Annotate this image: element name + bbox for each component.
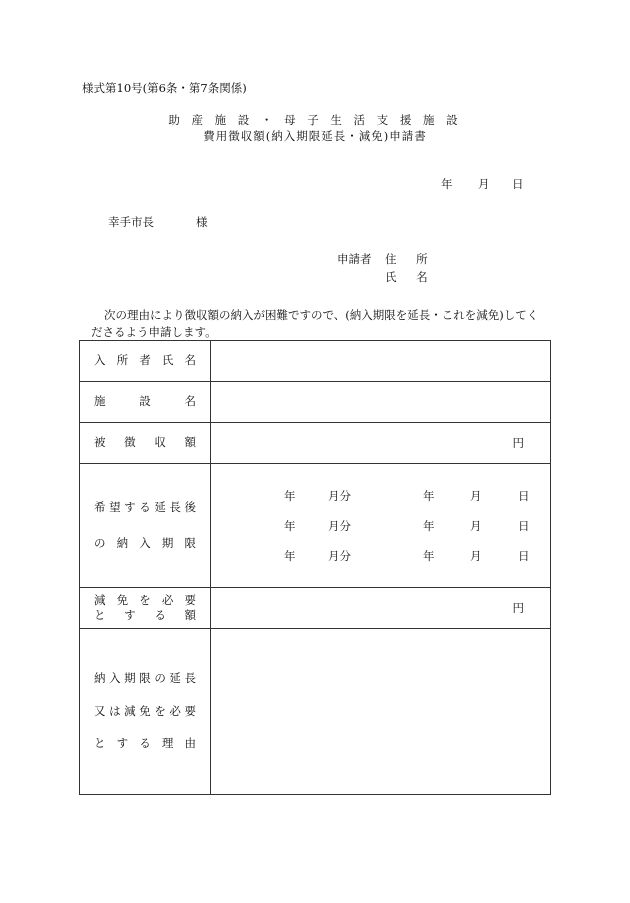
addressee-honorific: 様 bbox=[196, 215, 208, 229]
row-deadline bbox=[80, 464, 551, 588]
row-reason bbox=[80, 629, 551, 795]
applicant-address-label: 住 所 bbox=[385, 252, 436, 266]
label-resident-name bbox=[80, 341, 211, 382]
label-text bbox=[80, 535, 210, 550]
label-text bbox=[80, 355, 210, 367]
date-day: 日 bbox=[512, 177, 524, 191]
deadline-year: 年 bbox=[284, 549, 296, 563]
label-char: 理 bbox=[161, 736, 174, 751]
label-char: 要 bbox=[184, 703, 196, 718]
field-levied-amount[interactable] bbox=[211, 423, 551, 464]
label-char: 免 bbox=[139, 703, 151, 718]
label-char: 額 bbox=[184, 435, 196, 450]
applicant-name-label: 氏 名 bbox=[385, 270, 436, 284]
deadline-year2: 年 bbox=[423, 519, 435, 533]
label-char: 免 bbox=[116, 593, 129, 607]
label-char: 氏 bbox=[161, 353, 174, 368]
yen-unit: 円 bbox=[512, 436, 524, 450]
label-char: 名 bbox=[184, 394, 196, 409]
label-char: 入 bbox=[109, 671, 121, 686]
label-char: す bbox=[116, 736, 129, 751]
deadline-day: 日 bbox=[518, 489, 530, 503]
row-levied-amount bbox=[80, 423, 551, 464]
label-deadline bbox=[80, 464, 211, 588]
label-char: 入 bbox=[139, 535, 151, 550]
date-month: 月 bbox=[478, 177, 490, 191]
row-exemption-amount bbox=[80, 588, 551, 629]
title-line-2: 費用徴収額(納入期限延長・減免)申請書 bbox=[203, 129, 427, 143]
label-char: 由 bbox=[184, 736, 196, 751]
row-resident-name bbox=[80, 341, 551, 382]
field-exemption-amount[interactable] bbox=[211, 588, 551, 629]
label-char: を bbox=[154, 703, 166, 718]
label-char: る bbox=[139, 736, 151, 751]
label-exemption-amount bbox=[80, 588, 211, 629]
deadline-month-part: 月分 bbox=[328, 549, 351, 563]
applicant-label: 申請者 bbox=[337, 252, 372, 266]
deadline-year2: 年 bbox=[423, 489, 435, 503]
label-char: る bbox=[154, 607, 166, 622]
label-char: 限 bbox=[184, 535, 196, 550]
row-facility-name bbox=[80, 382, 551, 423]
label-char: 者 bbox=[139, 353, 151, 368]
label-text bbox=[80, 703, 210, 718]
label-char: 延 bbox=[169, 671, 181, 686]
label-char: 延 bbox=[154, 500, 166, 514]
label-char: 期 bbox=[161, 535, 174, 550]
label-char: 望 bbox=[109, 500, 121, 514]
label-char: 被 bbox=[94, 435, 106, 450]
label-text bbox=[80, 595, 210, 607]
label-levied-amount bbox=[80, 423, 211, 464]
deadline-row[interactable] bbox=[211, 518, 550, 532]
deadline-year2: 年 bbox=[423, 549, 435, 563]
label-char: 納 bbox=[94, 671, 106, 686]
title-line-1: 助 産 施 設 ・ 母 子 生 活 支 援 施 設 bbox=[168, 113, 462, 127]
deadline-day: 日 bbox=[518, 549, 530, 563]
label-char: 希 bbox=[94, 500, 106, 514]
deadline-year: 年 bbox=[284, 519, 296, 533]
field-resident-name[interactable] bbox=[211, 341, 551, 382]
statement-line-2: ださるよう申請します。 bbox=[91, 325, 217, 339]
deadline-month: 月 bbox=[470, 519, 482, 533]
label-text bbox=[80, 738, 210, 750]
application-table bbox=[79, 340, 551, 795]
deadline-year: 年 bbox=[284, 489, 296, 503]
label-char: 額 bbox=[184, 607, 196, 622]
label-char: 長 bbox=[169, 500, 181, 514]
label-reason bbox=[80, 629, 211, 795]
label-char: 入 bbox=[94, 353, 106, 368]
date-year: 年 bbox=[441, 177, 453, 191]
label-char: は bbox=[109, 703, 121, 718]
label-char: 限 bbox=[139, 671, 151, 686]
label-char: と bbox=[94, 736, 106, 751]
field-facility-name[interactable] bbox=[211, 382, 551, 423]
label-char: 後 bbox=[184, 500, 196, 514]
deadline-month-part: 月分 bbox=[328, 489, 351, 503]
label-char: 徴 bbox=[124, 435, 136, 450]
label-char: 所 bbox=[116, 353, 129, 368]
deadline-month-part: 月分 bbox=[328, 519, 351, 533]
label-char: 必 bbox=[169, 703, 181, 718]
label-char: す bbox=[124, 500, 136, 514]
label-char: 減 bbox=[94, 593, 106, 607]
deadline-row[interactable] bbox=[211, 548, 550, 562]
form-number: 様式第10号(第6条・第7条関係) bbox=[82, 81, 247, 95]
label-text bbox=[80, 437, 210, 449]
statement-line-1: 次の理由により徴収額の納入が困難ですので、(納入期限を延長・これを減免)してく bbox=[104, 308, 539, 322]
yen-unit: 円 bbox=[512, 601, 524, 615]
deadline-row[interactable] bbox=[211, 488, 550, 502]
label-char: 期 bbox=[124, 671, 136, 686]
label-char: 必 bbox=[161, 593, 174, 607]
label-char: の bbox=[94, 535, 106, 550]
label-text bbox=[80, 396, 210, 408]
label-text bbox=[80, 673, 210, 685]
label-char: 設 bbox=[139, 394, 151, 409]
label-char: と bbox=[94, 607, 106, 622]
deadline-month: 月 bbox=[470, 489, 482, 503]
label-char: 減 bbox=[124, 703, 136, 718]
label-char: の bbox=[154, 671, 166, 686]
field-deadline[interactable] bbox=[211, 464, 551, 588]
label-char: 又 bbox=[94, 703, 106, 718]
label-char: る bbox=[139, 500, 151, 514]
label-char: を bbox=[139, 593, 151, 607]
label-facility-name bbox=[80, 382, 211, 423]
label-char: 名 bbox=[184, 353, 196, 368]
deadline-day: 日 bbox=[518, 519, 530, 533]
label-char: 納 bbox=[116, 535, 129, 550]
label-char: 収 bbox=[154, 435, 166, 450]
field-reason[interactable] bbox=[211, 629, 551, 795]
label-text bbox=[80, 502, 210, 514]
label-text bbox=[80, 607, 210, 622]
label-char: 施 bbox=[94, 394, 106, 409]
addressee-name: 幸手市長 bbox=[108, 215, 154, 229]
label-char: す bbox=[124, 607, 136, 622]
label-char: 長 bbox=[184, 671, 196, 686]
deadline-month: 月 bbox=[470, 549, 482, 563]
label-char: 要 bbox=[184, 593, 196, 607]
